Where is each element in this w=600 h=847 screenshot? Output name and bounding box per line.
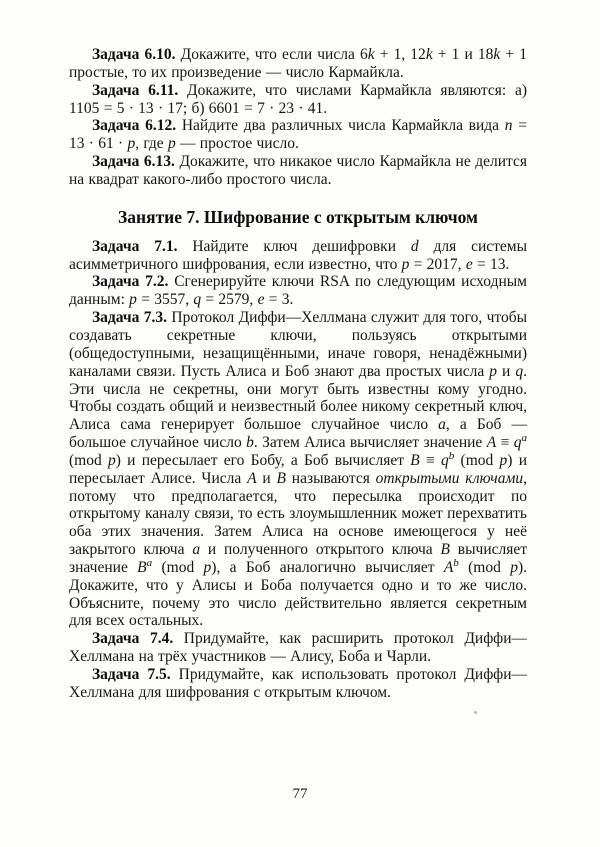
problem-7-3-segment: A	[486, 434, 497, 452]
problem-7-3-segment: a	[146, 556, 153, 569]
problem-7-2-segment: = 3557,	[136, 291, 194, 309]
problem-7-3-segment: a	[192, 541, 201, 559]
problem-7-3-segment: A	[443, 558, 454, 576]
problem-7-3-segment: b	[448, 449, 455, 462]
problem-7-3-segment: q	[513, 434, 522, 452]
problem-7-3-segment: b	[246, 434, 254, 452]
problem-7-1	[69, 238, 527, 274]
problem-7-2-segment: = 3.	[264, 291, 294, 309]
problem-6-12-segment: — простое число.	[175, 135, 299, 153]
problem-6-12-segment: p	[127, 135, 136, 153]
problem-7-3-segment: . Эти числа не секретны, они могут быть известны кому угодно. Чтобы создать общий и неизвестный более никому секретный ключ, Алиса сама генерирует большое случайное число	[69, 362, 527, 434]
problem-7-1-segment: = 2017,	[409, 255, 466, 273]
section-heading-segment: Занятие 7. Шифрование с открытым ключом	[118, 206, 478, 227]
problem-6-10-segment: Докажите, что если числа 6	[175, 46, 368, 63]
problem-7-3-segment: открытыми ключами	[375, 469, 524, 487]
problem-7-4	[69, 630, 527, 666]
problem-7-3-segment: . Затем Алиса вычисляет значение	[253, 434, 487, 452]
problem-7-3-segment: a	[438, 416, 446, 434]
problem-6-12	[69, 117, 527, 153]
problem-7-3-segment: и	[497, 362, 516, 380]
problem-6-10-segment: + 1 простые, то их произведение — число Кармайкла.	[69, 46, 528, 81]
problem-6-10	[69, 46, 527, 82]
text-block	[69, 46, 527, 702]
problem-7-2-segment: Задача 7.2.	[92, 273, 169, 291]
problem-7-3-segment: называются	[285, 469, 376, 487]
problem-7-2-segment: = 2579,	[201, 291, 258, 309]
section-heading	[69, 206, 527, 229]
problem-7-3-segment: , потому что предполагается, что пересылка происходит по открытому каналу связи, то есть злоумышленник может перехватить оба этих значения. Затем Алиса на основе имеющегося у неё закрытого ключа	[69, 469, 527, 559]
problem-7-2-segment: e	[257, 291, 265, 309]
problem-7-3-segment: q	[441, 451, 449, 469]
problem-7-3-segment: b	[453, 556, 459, 569]
problem-7-3-segment: (mod	[152, 558, 204, 576]
problem-7-3-segment: ) и пересылает Алисе. Числа	[69, 451, 527, 487]
problem-7-3-segment: p	[510, 558, 518, 576]
page-footer	[0, 785, 600, 803]
problem-7-3-segment: Протокол Диффи—Хеллмана служит для того, чтобы создавать секретные ключи, пользуясь открытыми (общедоступными, незащищёнными, иначе говоря, ненадёжными) каналами связи. Пусть Алиса и Боб знают два простых числа	[69, 309, 527, 380]
problem-7-3-segment: ), а Боб аналогично вычисляет	[211, 558, 444, 576]
problem-7-2-segment: Сгенерируйте ключи RSA по следующим исходным данным:	[69, 273, 527, 309]
problem-7-4-segment: Придумайте, как расширить протокол Диффи—Хеллмана на трёх участников — Алису, Боба и Чарли.	[69, 630, 527, 666]
problem-7-3-segment: B	[410, 451, 420, 469]
problem-7-3-segment: и	[256, 469, 277, 487]
scan-speck	[474, 711, 477, 714]
problem-7-1-segment: p	[401, 255, 410, 273]
problem-6-13	[69, 153, 527, 189]
problem-6-12-segment: n	[504, 117, 513, 135]
problem-7-3-segment: ≡	[419, 451, 442, 469]
problem-7-1-segment: e	[465, 255, 473, 273]
problem-7-3-segment: и полученного открытого ключа	[200, 541, 441, 559]
problem-7-3-segment: , а Боб — большое случайное число	[69, 416, 527, 452]
problem-7-3-segment: (mod	[458, 558, 511, 576]
problem-6-10-segment: + 1, 12	[374, 46, 426, 63]
problem-7-3-segment: p	[499, 451, 508, 469]
problem-7-3-segment: q	[515, 362, 524, 380]
problem-6-10-segment: Задача 6.10.	[92, 46, 176, 63]
problem-6-11-segment: Задача 6.11.	[92, 81, 179, 99]
page-number: 77	[292, 786, 308, 802]
problem-7-5-segment: Задача 7.5.	[92, 666, 171, 683]
problem-7-4-segment: Задача 7.4.	[92, 630, 174, 648]
problem-7-3-segment: B	[137, 558, 147, 576]
problem-7-5-segment: Придумайте, как использовать протокол Диффи—Хеллмана для шифрования с открытым ключом.	[69, 666, 527, 701]
problem-6-12-segment: = 13 · 61 ·	[69, 117, 528, 153]
problem-7-5	[69, 666, 527, 702]
problem-7-3-segment: ≡	[496, 434, 514, 452]
problem-7-3-segment: (mod	[454, 451, 500, 469]
problem-7-3-segment: B	[276, 469, 286, 487]
problem-6-11	[69, 82, 527, 118]
problem-6-12-segment: Задача 6.12.	[92, 117, 177, 135]
problem-7-1-segment: для системы асимметричного шифрования, если известно, что	[69, 237, 527, 273]
problem-7-1-segment: Найдите ключ дешифровки	[177, 237, 411, 255]
problem-6-10-segment: k	[493, 46, 501, 63]
problem-7-3-segment: A	[247, 469, 257, 487]
problem-7-3-segment: ) и пересылает его Бобу, а Боб вычисляет	[115, 451, 411, 469]
problem-7-1-segment: Задача 7.1.	[92, 237, 178, 255]
problem-6-10-segment: k	[425, 46, 433, 63]
problem-7-3-segment: p	[107, 451, 116, 469]
problem-7-1-segment: d	[410, 237, 419, 255]
problem-6-12-segment: p	[167, 135, 176, 153]
problem-6-12-segment: Найдите два различных числа Кармайкла вида	[176, 117, 505, 135]
problem-6-10-segment: k	[367, 46, 375, 63]
problem-7-3-segment: вычисляет значение	[69, 541, 528, 576]
problem-7-2-segment: p	[129, 291, 137, 309]
problem-7-2	[69, 273, 527, 309]
problem-7-3-segment: Задача 7.3.	[92, 309, 168, 327]
problem-7-3-segment: B	[440, 541, 450, 559]
problem-7-3-segment: p	[203, 558, 212, 576]
problem-7-3-segment: p	[489, 362, 498, 380]
problem-6-11-segment: Докажите, что числами Кармайкла являются: а) 1105 = 5 · 13 · 17; б) 6601 = 7 · 23 · 41.	[69, 81, 527, 117]
problem-6-10-segment: + 1 и 18	[432, 46, 494, 63]
problem-7-3-segment: ). Докажите, что у Алисы и Боба получается одно и то же число. Объясните, почему это число действительно является секретным для всех остальных.	[69, 558, 527, 630]
problem-6-12-segment: , где	[135, 135, 168, 153]
problem-7-2-segment: q	[193, 291, 202, 309]
problem-7-3-segment: (mod	[69, 451, 108, 469]
problem-7-3-segment: a	[521, 431, 527, 444]
problem-6-13-segment: Задача 6.13.	[92, 153, 175, 171]
problem-7-3	[69, 309, 527, 630]
problem-7-1-segment: = 13.	[472, 255, 510, 273]
problem-6-13-segment: Докажите, что никакое число Кармайкла не делится на квадрат какого-либо простого числа.	[69, 153, 527, 188]
